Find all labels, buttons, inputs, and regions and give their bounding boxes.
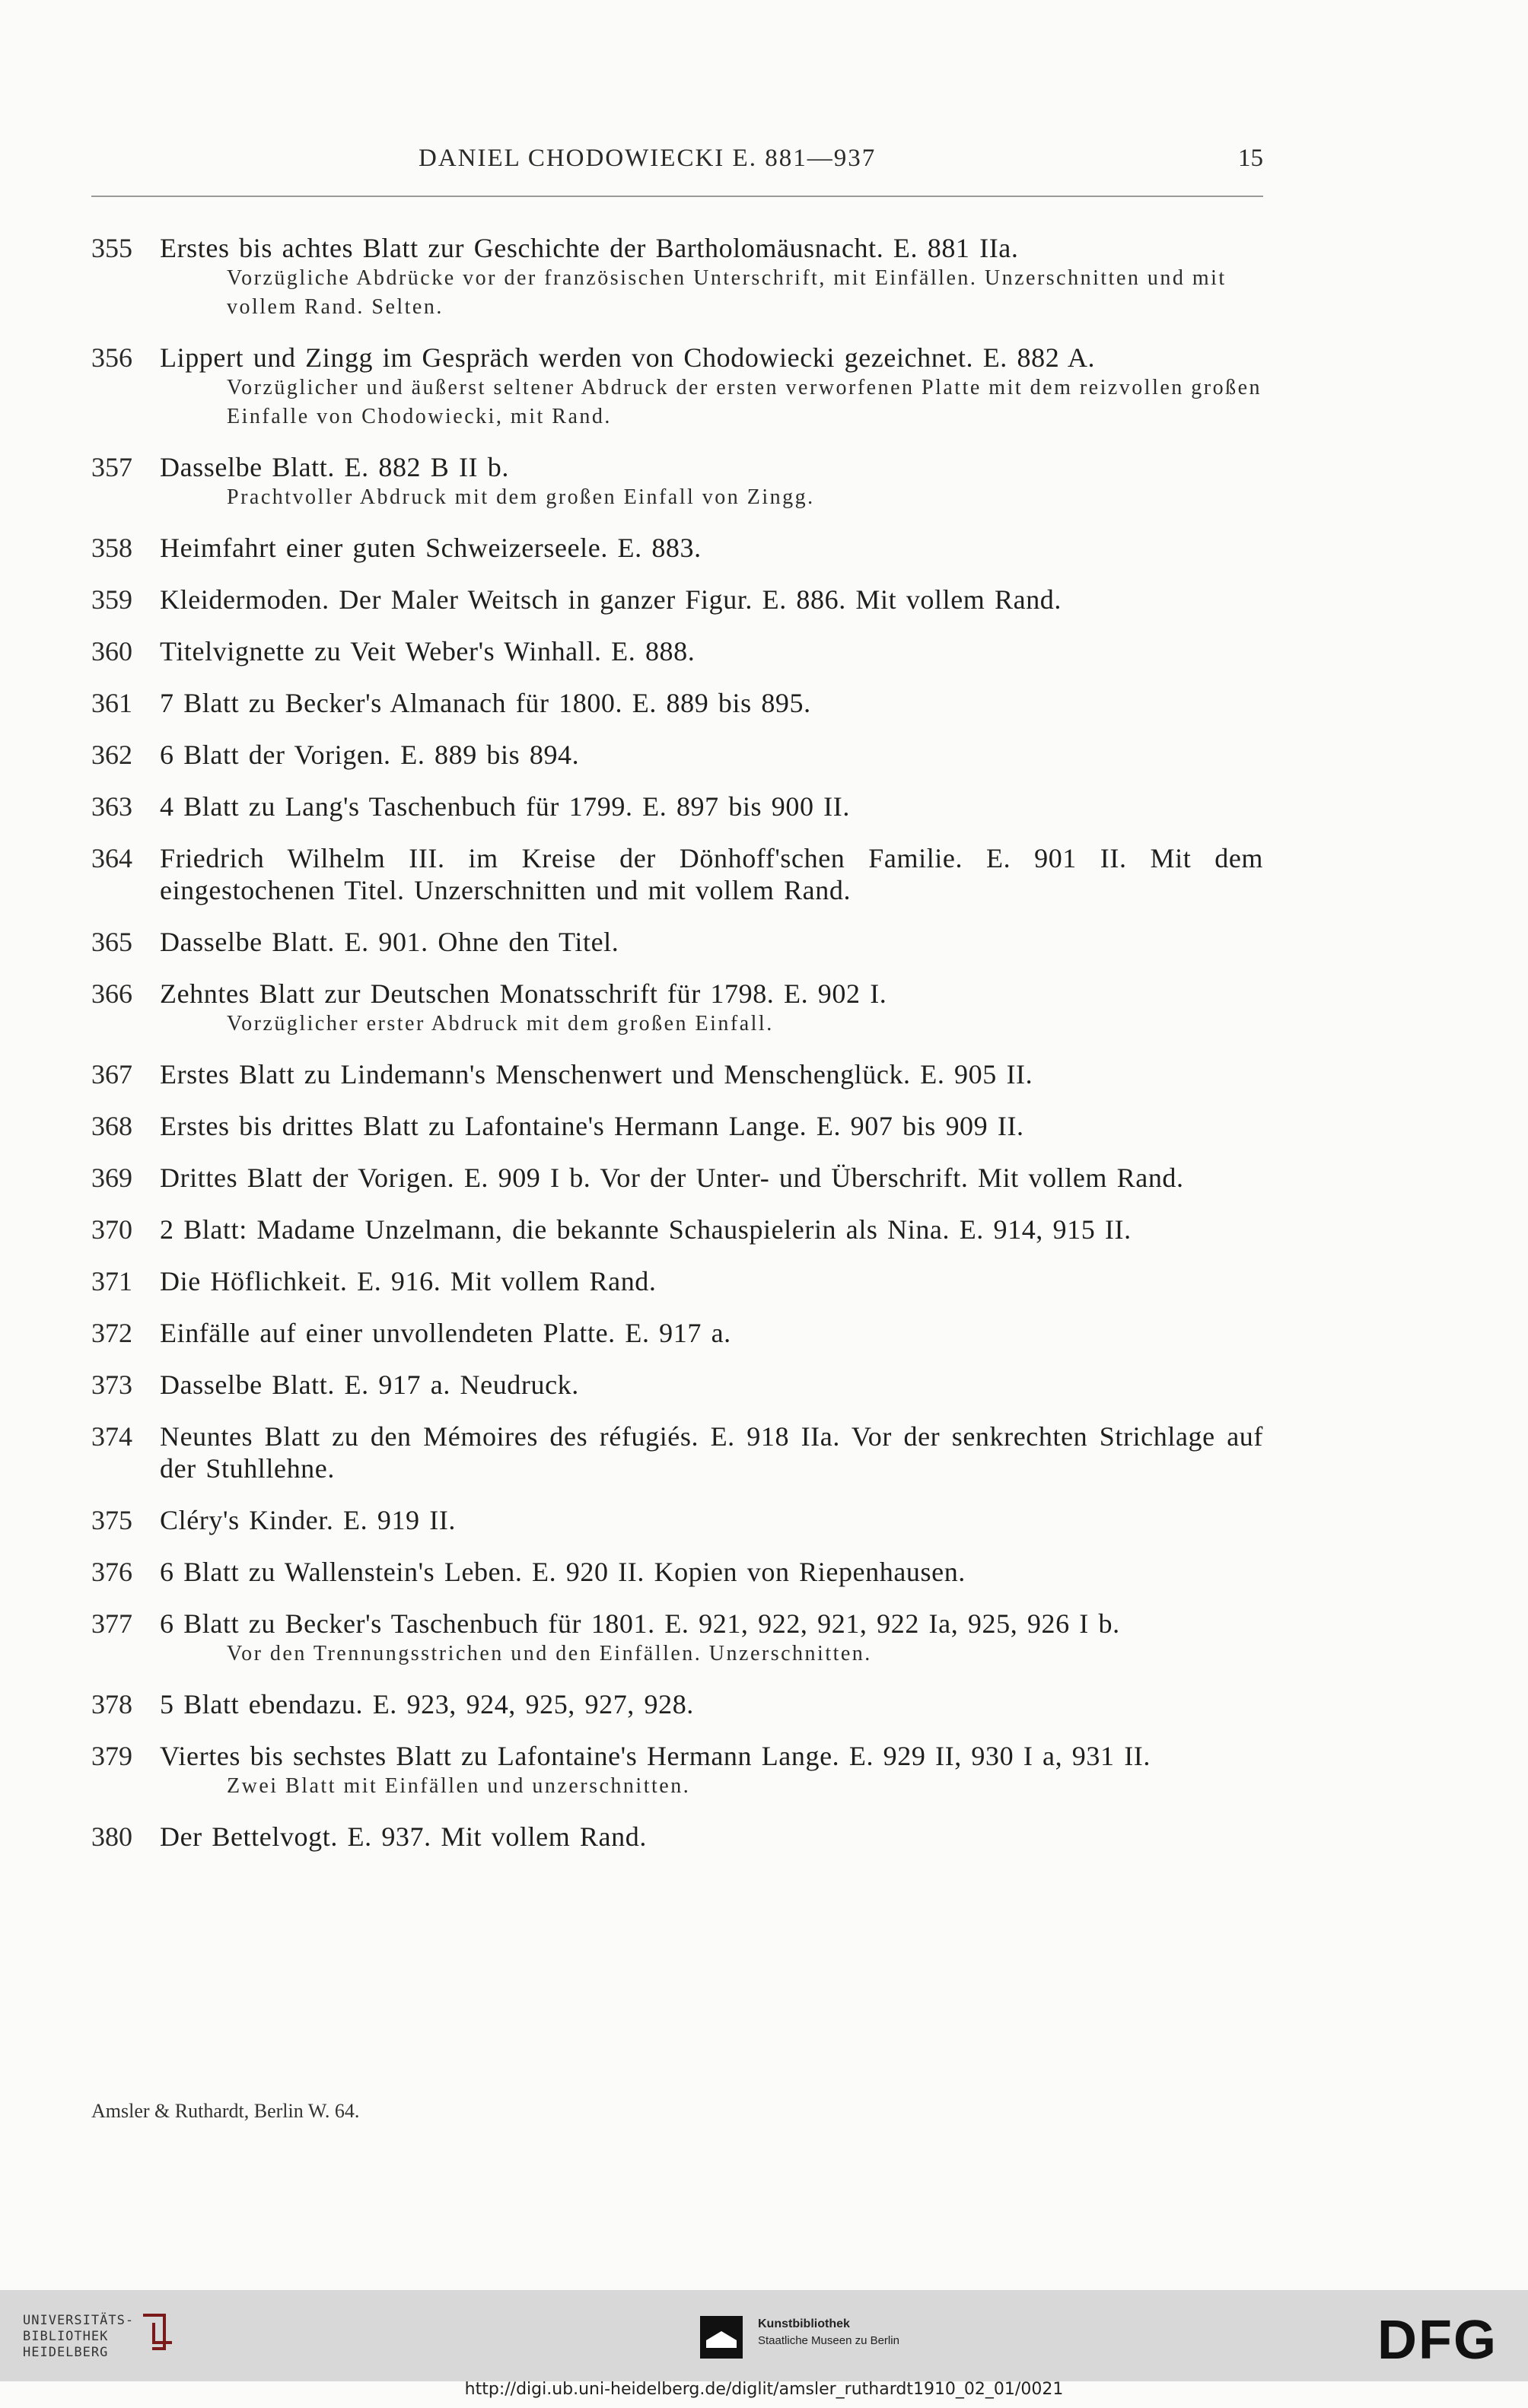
entry-note: Vorzügliche Abdrücke vor der französischen Unterschrift, mit Einfällen. Unzerschnitten und mit vollem Rand. Selten. bbox=[227, 266, 1227, 319]
entry-number: 375 bbox=[91, 1505, 132, 1535]
running-header bbox=[91, 145, 1263, 190]
entry-number: 371 bbox=[91, 1266, 132, 1296]
entry-number: 359 bbox=[91, 584, 132, 615]
entry-title: 7 Blatt zu Becker's Almanach für 1800. E. 889 bis 895. bbox=[160, 688, 811, 718]
catalog-entry bbox=[91, 790, 1263, 822]
entry-note: Prachtvoller Abdruck mit dem großen Einfall von Zingg. bbox=[227, 485, 815, 509]
entry-number: 367 bbox=[91, 1059, 132, 1089]
publisher-imprint: Amsler & Ruthardt, Berlin W. 64. bbox=[91, 2100, 360, 2122]
entry-title: Titelvignette zu Veit Weber's Winhall. E. 888. bbox=[160, 636, 696, 666]
catalog-entry bbox=[91, 1110, 1263, 1142]
kunstbibliothek-logo-icon bbox=[699, 2314, 744, 2360]
entry-number: 368 bbox=[91, 1111, 132, 1141]
entry-number: 361 bbox=[91, 688, 132, 718]
catalog-entry bbox=[91, 1214, 1263, 1245]
catalog-entry bbox=[91, 1265, 1263, 1297]
entry-number: 357 bbox=[91, 452, 132, 482]
entry-number: 380 bbox=[91, 1821, 132, 1852]
entry-title: 6 Blatt zu Becker's Taschenbuch für 1801. E. 921, 922, 921, 922 Ia, 925, 926 I b. bbox=[160, 1608, 1120, 1639]
entry-number: 372 bbox=[91, 1318, 132, 1348]
catalog-entry bbox=[91, 1504, 1263, 1536]
header-title: DANIEL CHODOWIECKI E. 881—937 bbox=[419, 145, 877, 172]
source-url[interactable]: http://digi.ub.uni-heidelberg.de/diglit/amsler_ruthardt1910_02_01/0021 bbox=[464, 2380, 1064, 2399]
catalog-entry bbox=[91, 687, 1263, 719]
entry-number: 369 bbox=[91, 1163, 132, 1193]
catalog-entry bbox=[91, 1608, 1263, 1668]
catalog-entry bbox=[91, 1162, 1263, 1194]
catalog-entry bbox=[91, 926, 1263, 958]
catalog-entry bbox=[91, 1821, 1263, 1853]
entry-title: 6 Blatt der Vorigen. E. 889 bis 894. bbox=[160, 740, 580, 770]
entry-title: Dasselbe Blatt. E. 917 a. Neudruck. bbox=[160, 1369, 579, 1400]
entry-number: 366 bbox=[91, 978, 132, 1009]
page-number: 15 bbox=[1238, 145, 1263, 172]
entry-number: 377 bbox=[91, 1608, 132, 1639]
entry-title: Dasselbe Blatt. E. 901. Ohne den Titel. bbox=[160, 927, 619, 957]
entry-number: 376 bbox=[91, 1557, 132, 1587]
entry-number: 365 bbox=[91, 927, 132, 957]
entry-title: Die Höflichkeit. E. 916. Mit vollem Rand. bbox=[160, 1266, 657, 1296]
entry-title: Dasselbe Blatt. E. 882 B II b. bbox=[160, 452, 509, 482]
entry-number: 373 bbox=[91, 1369, 132, 1400]
entry-title: Cléry's Kinder. E. 919 II. bbox=[160, 1505, 457, 1535]
header-rule bbox=[91, 196, 1263, 197]
entry-number: 355 bbox=[91, 233, 132, 263]
catalog-entry bbox=[91, 1058, 1263, 1090]
entry-number: 360 bbox=[91, 636, 132, 666]
entry-title: Erstes bis drittes Blatt zu Lafontaine's Hermann Lange. E. 907 bis 909 II. bbox=[160, 1111, 1024, 1141]
catalog-entry bbox=[91, 1740, 1263, 1801]
entry-number: 356 bbox=[91, 342, 132, 373]
kunstbibliothek-label: Kunstbibliothek Staatliche Museen zu Berlin bbox=[758, 2317, 899, 2347]
entry-note: Vorzüglicher und äußerst seltener Abdruck der ersten verworfenen Platte mit dem reizvollen großen Einfalle von Chodowiecki, mit Rand. bbox=[227, 376, 1262, 428]
catalog-entry bbox=[91, 1369, 1263, 1401]
entry-title: Erstes Blatt zu Lindemann's Menschenwert und Menschenglück. E. 905 II. bbox=[160, 1059, 1033, 1089]
entry-title: Kleidermoden. Der Maler Weitsch in ganzer Figur. E. 886. Mit vollem Rand. bbox=[160, 584, 1062, 615]
catalog-entry bbox=[91, 584, 1263, 616]
catalog-entry bbox=[91, 739, 1263, 771]
entry-title: 2 Blatt: Madame Unzelmann, die bekannte Schauspielerin als Nina. E. 914, 915 II. bbox=[160, 1214, 1132, 1245]
entry-number: 374 bbox=[91, 1421, 132, 1452]
catalog-entry bbox=[91, 842, 1263, 906]
entry-number: 364 bbox=[91, 843, 132, 873]
entry-title: 5 Blatt ebendazu. E. 923, 924, 925, 927, 928. bbox=[160, 1689, 694, 1719]
catalog-entry bbox=[91, 978, 1263, 1039]
catalog-entry bbox=[91, 342, 1263, 431]
entry-title: Drittes Blatt der Vorigen. E. 909 I b. Vor der Unter- und Überschrift. Mit vollem Rand. bbox=[160, 1163, 1184, 1193]
university-library-logo-icon bbox=[135, 2309, 181, 2355]
entry-number: 370 bbox=[91, 1214, 132, 1245]
entry-note: Vor den Trennungsstrichen und den Einfällen. Unzerschnitten. bbox=[227, 1642, 872, 1665]
entry-title: Erstes bis achtes Blatt zur Geschichte der Bartholomäusnacht. E. 881 IIa. bbox=[160, 233, 1019, 263]
entry-number: 363 bbox=[91, 791, 132, 822]
entry-title: 4 Blatt zu Lang's Taschenbuch für 1799. E. 897 bis 900 II. bbox=[160, 791, 850, 822]
catalog-entries bbox=[91, 232, 1263, 1872]
entry-number: 358 bbox=[91, 533, 132, 563]
catalog-entry bbox=[91, 232, 1263, 322]
entry-number: 362 bbox=[91, 740, 132, 770]
entry-title: Der Bettelvogt. E. 937. Mit vollem Rand. bbox=[160, 1821, 647, 1852]
dfg-logo: DFG bbox=[1377, 2310, 1498, 2371]
catalog-entry bbox=[91, 1688, 1263, 1720]
catalog-entry bbox=[91, 1317, 1263, 1349]
entry-number: 378 bbox=[91, 1689, 132, 1719]
entry-title: Heimfahrt einer guten Schweizerseele. E. 883. bbox=[160, 533, 702, 563]
catalog-entry bbox=[91, 1420, 1263, 1484]
catalog-entry bbox=[91, 1556, 1263, 1588]
entry-title: Einfälle auf einer unvollendeten Platte. E. 917 a. bbox=[160, 1318, 731, 1348]
entry-title: 6 Blatt zu Wallenstein's Leben. E. 920 II. Kopien von Riepenhausen. bbox=[160, 1557, 966, 1587]
catalog-entry bbox=[91, 532, 1263, 564]
entry-title: Friedrich Wilhelm III. im Kreise der Dönhoff'schen Familie. E. 901 II. Mit dem eingestochenen Titel. Unzerschnitten und mit vollem Rand. bbox=[160, 843, 1263, 905]
catalog-entry bbox=[91, 635, 1263, 667]
catalog-entry bbox=[91, 451, 1263, 512]
entry-title: Viertes bis sechstes Blatt zu Lafontaine's Hermann Lange. E. 929 II, 930 I a, 931 II. bbox=[160, 1741, 1151, 1771]
university-library-name: UNIVERSITÄTS- BIBLIOTHEK HEIDELBERG bbox=[23, 2313, 135, 2360]
entry-note: Vorzüglicher erster Abdruck mit dem großen Einfall. bbox=[227, 1012, 774, 1035]
entry-number: 379 bbox=[91, 1741, 132, 1771]
entry-title: Zehntes Blatt zur Deutschen Monatsschrift für 1798. E. 902 I. bbox=[160, 978, 887, 1009]
entry-title: Neuntes Blatt zu den Mémoires des réfugiés. E. 918 IIa. Vor der senkrechten Strichlage auf der Stuhllehne. bbox=[160, 1421, 1263, 1484]
entry-title: Lippert und Zingg im Gespräch werden von Chodowiecki gezeichnet. E. 882 A. bbox=[160, 342, 1096, 373]
entry-note: Zwei Blatt mit Einfällen und unzerschnitten. bbox=[227, 1774, 691, 1798]
